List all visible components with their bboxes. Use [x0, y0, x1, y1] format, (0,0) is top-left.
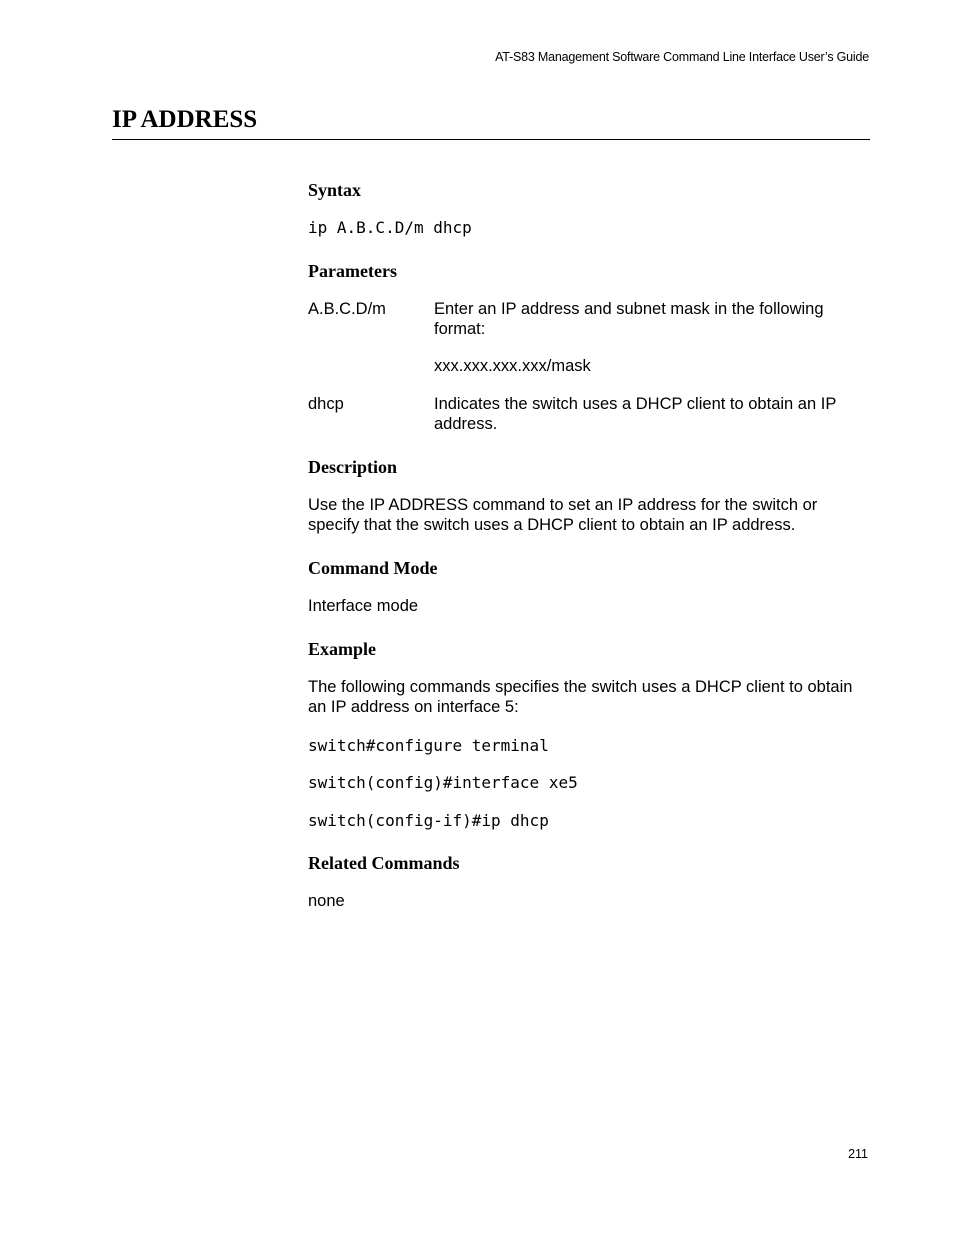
page-number: 211	[848, 1147, 868, 1161]
page-title: IP ADDRESS	[112, 106, 258, 133]
description-heading: Description	[308, 457, 397, 477]
param-def-abcdm: Enter an IP address and subnet mask in the following format:	[434, 300, 824, 338]
description-text: Use the IP ADDRESS command to set an IP address for the switch or specify that the switch uses a DHCP client to obtain an IP address.	[308, 496, 818, 534]
example-command-1: switch#configure terminal	[308, 736, 549, 755]
param-def-dhcp: Indicates the switch uses a DHCP client to obtain an IP address.	[434, 395, 837, 433]
param-def-abcdm-format: xxx.xxx.xxx.xxx/mask	[434, 357, 591, 375]
example-command-2: switch(config)#interface xe5	[308, 773, 578, 792]
running-header: AT-S83 Management Software Command Line Interface User’s Guide	[495, 50, 869, 64]
syntax-command: ip A.B.C.D/m dhcp	[308, 218, 472, 237]
syntax-heading: Syntax	[308, 180, 362, 200]
parameters-heading: Parameters	[308, 261, 397, 281]
example-text: The following commands specifies the switch uses a DHCP client to obtain an IP address on interface 5:	[308, 678, 853, 716]
related-commands-heading: Related Commands	[308, 853, 460, 873]
param-term-abcdm: A.B.C.D/m	[308, 300, 386, 318]
related-commands-text: none	[308, 892, 345, 910]
title-rule	[112, 139, 870, 140]
param-term-dhcp: dhcp	[308, 395, 344, 413]
example-heading: Example	[308, 639, 377, 659]
command-mode-heading: Command Mode	[308, 558, 438, 578]
example-command-3: switch(config-if)#ip dhcp	[308, 811, 549, 830]
command-mode-text: Interface mode	[308, 597, 419, 615]
